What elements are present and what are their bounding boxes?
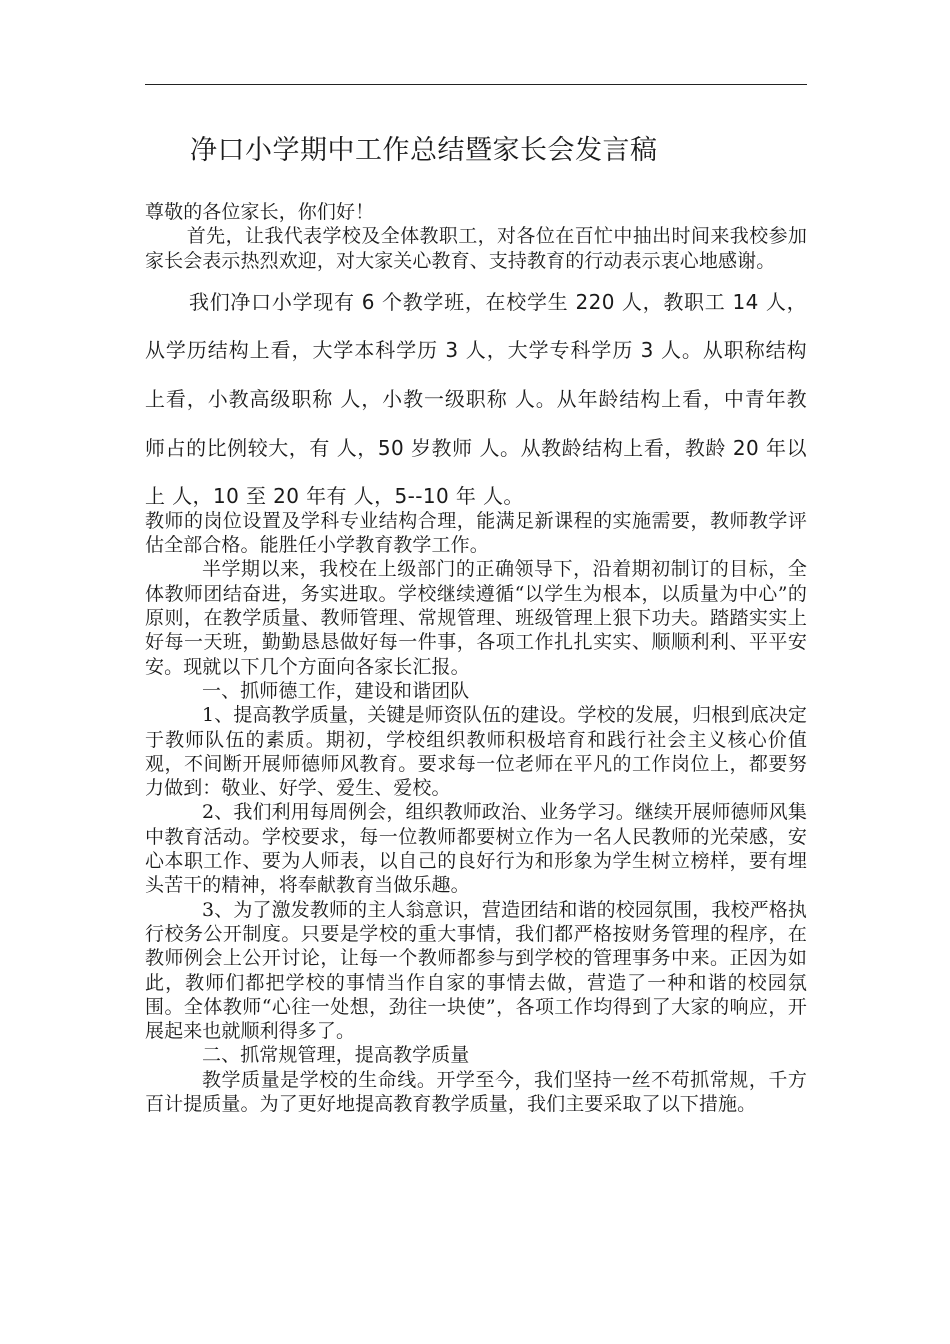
document-title: 净口小学期中工作总结暨家长会发言稿 xyxy=(190,135,658,166)
greeting: 尊敬的各位家长，你们好！ xyxy=(145,201,375,223)
paragraph-semester-summary: 半学期以来，我校在上级部门的正确领导下，沿着期初制订的目标，全体教师团结奋进，务实进取。学校继续遵循“以学生为根本，以质量为中心”的原则，在教学质量、教师管理、常规管理、班级管理上狠下功夫。踏踏实实上好每一天班，勤勤恳恳做好每一件事，各项工作扎扎实实、顺顺利利、平平安安。现就以下几个方面向各家长汇报。 xyxy=(145,558,807,678)
section-heading-2: 二、抓常规管理，提高教学质量 xyxy=(202,1044,470,1067)
header-rule xyxy=(145,84,807,85)
paragraph-item-2: 2、我们利用每周例会，组织教师政治、业务学习。继续开展师德师风集中教育活动。学校要求，每一位教师都要树立作为一名人民教师的光荣感，安心本职工作、要为人师表，以自己的良好行为和形象为学生树立榜样，要有埋头苦干的精神，将奉献教育当做乐趣。 xyxy=(145,801,807,897)
paragraph-welcome: 首先，让我代表学校及全体教职工，对各位在百忙中抽出时间来我校参加家长会表示热烈欢迎，对大家关心教育、支持教育的行动表示衷心地感谢。 xyxy=(145,225,807,272)
paragraph-school-stats: 我们净口小学现有 6 个教学班，在校学生 220 人，教职工 14 人，从学历结构上看，大学本科学历 3 人，大学专科学历 3 人。从职称结构上看，小教高级职称 人，小教一级职称 人。从年龄结构上看，中青年教师占的比例较大，有 人，50 岁教师 人。从教龄结构上看，教龄 20 年以上 人，10 至 20 年有 人，5--10 年 人。 xyxy=(145,289,807,509)
section-heading-1: 一、抓师德工作，建设和谐团队 xyxy=(202,679,470,702)
document-body xyxy=(145,200,807,1116)
paragraph-quality: 教学质量是学校的生命线。开学至今，我们坚持一丝不苟抓常规，千方百计提质量。为了更好地提高教育教学质量，我们主要采取了以下措施。 xyxy=(145,1068,807,1115)
paragraph-item-1: 1、提高教学质量，关键是师资队伍的建设。学校的发展，归根到底决定于教师队伍的素质。期初，学校组织教师积极培育和践行社会主义核心价值观，不间断开展师德师风教育。要求每一位老师在平凡的工作岗位上，都要努力做到：敬业、好学、爱生、爱校。 xyxy=(145,704,807,800)
paragraph-item-3: 3、为了激发教师的主人翁意识，营造团结和谐的校园氛围，我校严格执行校务公开制度。只要是学校的重大事情，我们都严格按财务管理的程序，在教师例会上公开讨论，让每一个教师都参与到学校的管理事务中来。正因为如此，教师们都把学校的事情当作自家的事情去做，营造了一种和谐的校园氛围。全体教师“心往一处想，劲往一块使”，各项工作均得到了大家的响应，开展起来也就顺利得多了。 xyxy=(145,898,807,1043)
paragraph-staff-structure: 教师的岗位设置及学科专业结构合理，能满足新课程的实施需要，教师教学评估全部合格。能胜任小学教育教学工作。 xyxy=(145,509,807,557)
